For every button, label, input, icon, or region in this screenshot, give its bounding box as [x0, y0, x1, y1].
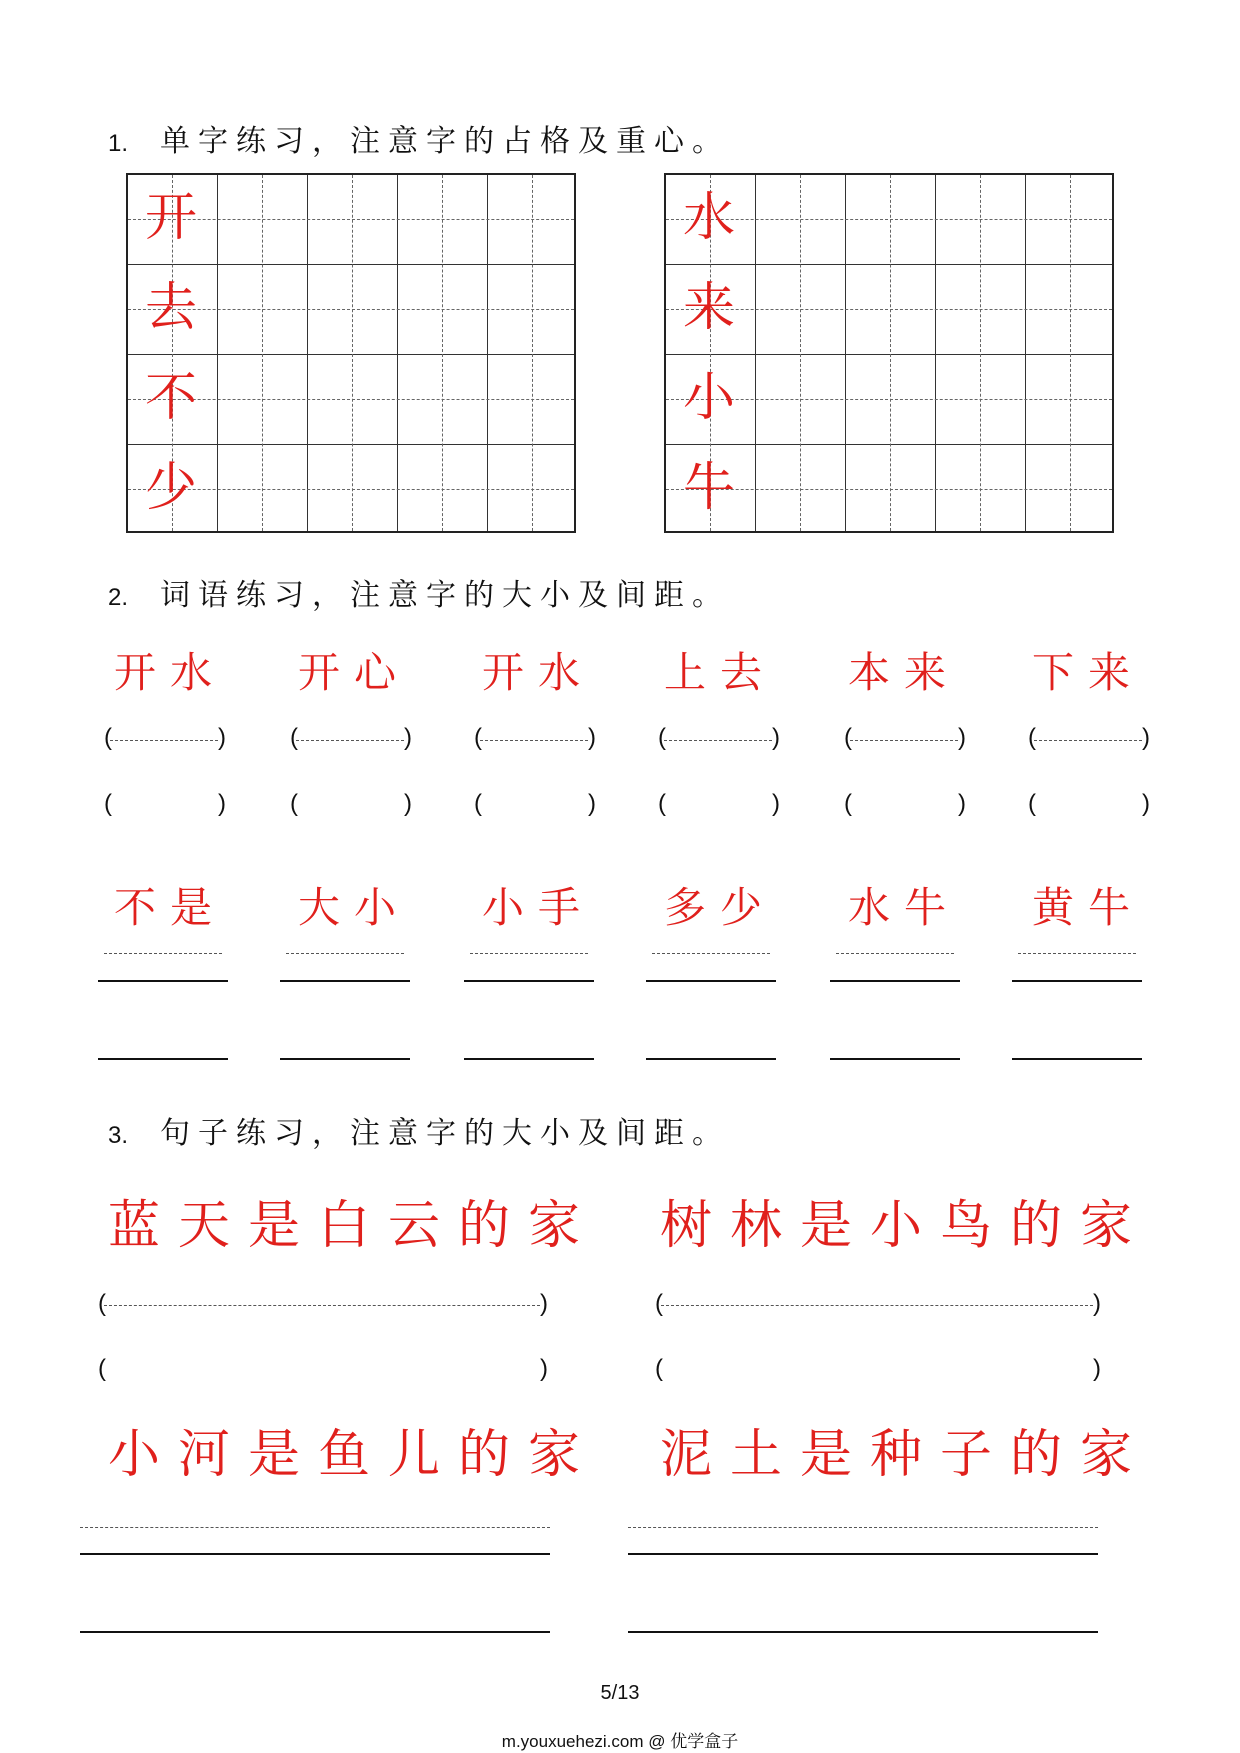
writing-line — [280, 1058, 410, 1060]
paren-close: ) — [958, 790, 966, 817]
section-3-title: 句子练习，注意字的大小及间距。 — [160, 1116, 730, 1151]
paren-close: ) — [1093, 1355, 1101, 1382]
section-2-heading — [108, 570, 730, 614]
paren-open: ( — [98, 1290, 106, 1317]
paren-close: ) — [404, 724, 412, 751]
word: 水牛 — [848, 883, 961, 932]
section-1-number: 1. — [108, 130, 129, 157]
dashed-guide — [661, 1305, 1093, 1306]
word: 多少 — [664, 883, 777, 932]
word: 不是 — [114, 883, 227, 932]
paren-close: ) — [958, 724, 966, 751]
paren-open: ( — [290, 724, 298, 751]
grid-line — [935, 175, 936, 531]
section-3-heading — [108, 1108, 730, 1152]
grid-guide — [800, 175, 801, 531]
dashed-guide — [110, 740, 218, 741]
dashed-guide — [850, 740, 958, 741]
writing-line — [98, 1058, 228, 1060]
writing-line — [628, 1553, 1098, 1555]
paren-close: ) — [772, 790, 780, 817]
grid-line — [755, 175, 756, 531]
grid-char: 去 — [144, 278, 197, 338]
writing-line — [464, 980, 594, 982]
paren-open: ( — [98, 1355, 106, 1382]
grid-char: 来 — [682, 278, 735, 338]
writing-line — [80, 1631, 550, 1633]
sentence: 泥土是种子的家 — [660, 1425, 1151, 1485]
word: 上去 — [664, 648, 777, 697]
writing-line — [280, 980, 410, 982]
dashed-guide — [652, 953, 770, 954]
paren-open: ( — [104, 724, 112, 751]
grid-guide — [890, 175, 891, 531]
dashed-guide — [1034, 740, 1142, 741]
word: 大小 — [298, 883, 411, 932]
section-1-title: 单字练习，注意字的占格及重心。 — [160, 124, 730, 159]
paren-open: ( — [658, 724, 666, 751]
word: 开水 — [114, 648, 227, 697]
paren-close: ) — [1142, 724, 1150, 751]
paren-open: ( — [844, 724, 852, 751]
writing-line — [830, 980, 960, 982]
grid-char: 牛 — [682, 458, 735, 518]
writing-line — [646, 1058, 776, 1060]
writing-line — [646, 980, 776, 982]
dashed-guide — [628, 1527, 1098, 1528]
grid-guide — [980, 175, 981, 531]
writing-line — [464, 1058, 594, 1060]
paren-open: ( — [1028, 790, 1036, 817]
dashed-guide — [836, 953, 954, 954]
paren-open: ( — [474, 790, 482, 817]
dashed-guide — [470, 953, 588, 954]
word: 本来 — [848, 648, 961, 697]
grid-char: 少 — [144, 458, 197, 518]
section-2-number: 2. — [108, 584, 129, 611]
sentence: 树林是小鸟的家 — [660, 1196, 1151, 1256]
writing-line — [628, 1631, 1098, 1633]
paren-open: ( — [104, 790, 112, 817]
grid-guide — [352, 175, 353, 531]
dashed-guide — [80, 1527, 550, 1528]
writing-line — [830, 1058, 960, 1060]
paren-open: ( — [655, 1290, 663, 1317]
dashed-guide — [480, 740, 588, 741]
section-1-heading — [108, 116, 730, 160]
paren-open: ( — [658, 790, 666, 817]
paren-close: ) — [218, 724, 226, 751]
paren-close: ) — [540, 1290, 548, 1317]
paren-close: ) — [1142, 790, 1150, 817]
site-credit: m.youxuehezi.com @ 优学盒子 — [501, 1732, 739, 1751]
dashed-guide — [104, 1305, 540, 1306]
grid-char: 不 — [144, 368, 197, 428]
word: 开水 — [482, 648, 595, 697]
paren-close: ) — [1093, 1290, 1101, 1317]
paren-open: ( — [844, 790, 852, 817]
paren-close: ) — [218, 790, 226, 817]
writing-line — [1012, 1058, 1142, 1060]
grid-line — [487, 175, 488, 531]
dashed-guide — [1018, 953, 1136, 954]
sentence: 小河是鱼儿的家 — [108, 1425, 599, 1485]
paren-open: ( — [655, 1355, 663, 1382]
paren-open: ( — [290, 790, 298, 817]
grid-line — [1025, 175, 1026, 531]
grid-guide — [262, 175, 263, 531]
grid-char: 开 — [144, 188, 197, 248]
grid-guide — [1070, 175, 1071, 531]
dashed-guide — [286, 953, 404, 954]
dashed-guide — [664, 740, 772, 741]
dashed-guide — [104, 953, 222, 954]
paren-open: ( — [1028, 724, 1036, 751]
grid-char: 小 — [682, 368, 735, 428]
word: 下来 — [1032, 648, 1145, 697]
grid-char: 水 — [682, 188, 735, 248]
sentence: 蓝天是白云的家 — [108, 1196, 599, 1256]
grid-line — [307, 175, 308, 531]
grid-line — [397, 175, 398, 531]
writing-line — [98, 980, 228, 982]
writing-line — [80, 1553, 550, 1555]
word: 黄牛 — [1032, 883, 1145, 932]
dashed-guide — [296, 740, 404, 741]
paren-open: ( — [474, 724, 482, 751]
paren-close: ) — [404, 790, 412, 817]
section-2-title: 词语练习，注意字的大小及间距。 — [160, 578, 730, 613]
writing-line — [1012, 980, 1142, 982]
grid-line — [845, 175, 846, 531]
page-number: 5/13 — [600, 1682, 640, 1704]
grid-line — [217, 175, 218, 531]
paren-close: ) — [772, 724, 780, 751]
paren-close: ) — [540, 1355, 548, 1382]
paren-close: ) — [588, 724, 596, 751]
section-3-number: 3. — [108, 1122, 129, 1149]
grid-guide — [442, 175, 443, 531]
word: 小手 — [482, 883, 595, 932]
word: 开心 — [298, 648, 411, 697]
paren-close: ) — [588, 790, 596, 817]
grid-guide — [532, 175, 533, 531]
